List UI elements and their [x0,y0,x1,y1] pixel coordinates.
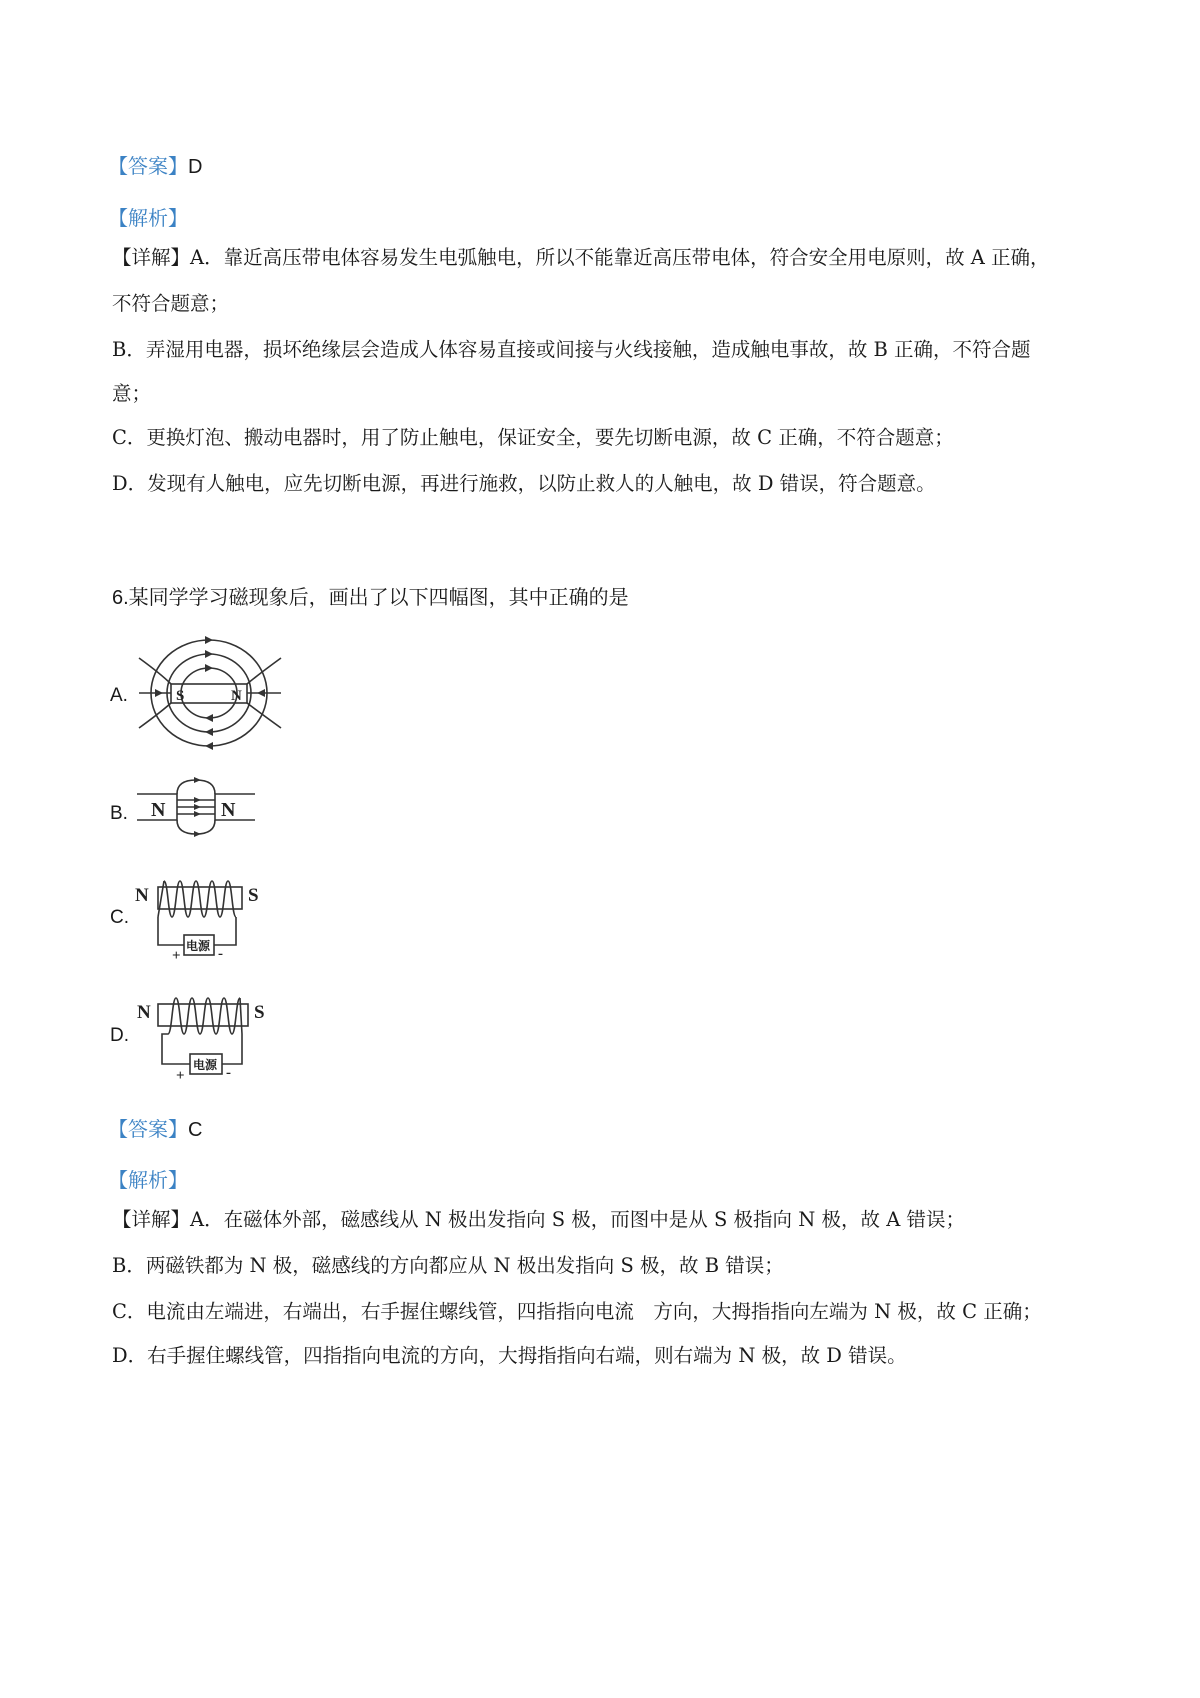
prev-answer-label: 【答案】 [108,156,188,178]
explanation-line: B．两磁铁都为 N 极，磁感线的方向都应从 N 极出发指向 S 极，故 B 错误； [112,1254,784,1277]
pole-label: N [137,1002,151,1023]
positive-terminal: + [172,948,181,963]
prev-answer-line [108,150,202,179]
pole-label: N [231,688,242,704]
prev-explanation-line: 【详解】A．靠近高压带电体容易发生电弧触电，所以不能靠近高压带电体，符合安全用电原则，故 A 正确， [112,246,1050,269]
prev-explanation-line: B．弄湿用电器，损坏绝缘层会造成人体容易直接或间接与火线接触，造成触电事故，故 B 正确，不符合题 [112,338,1031,361]
positive-terminal: + [176,1068,185,1082]
pole-label: N [221,799,236,821]
prev-answer-value: D [188,156,203,178]
explanation-line: 【详解】A．在磁体外部，磁感线从 N 极出发指向 S 极，而图中是从 S 极指向 N 极，故 A 错误； [112,1208,965,1231]
prev-analysis-label: 【解析】 [108,208,188,230]
explanation-line: C．电流由左端进，右端出，右手握住螺线管，四指指向电流 方向，大拇指指向左端为 N 极，故 C 正确； [112,1300,1042,1323]
negative-terminal: - [218,946,223,962]
option-c-figure [132,873,272,963]
prev-explanation-line: C．更换灯泡、搬动电器时，用了防止触电，保证安全，要先切断电源，故 C 正确，不符合题意； [112,426,954,449]
option-b-figure [135,776,260,838]
power-source-label: 电源 [193,1058,218,1072]
explanation-line: D．右手握住螺线管，四指指向电流的方向，大拇指指向右端，则右端为 N 极，故 D 错误。 [112,1344,907,1367]
pole-label: S [176,688,185,704]
answer-value: C [188,1119,203,1141]
pole-label: S [254,1002,265,1023]
option-b-label: B. [110,803,128,824]
prev-explanation-line: 意； [112,382,152,405]
negative-terminal: - [226,1065,231,1081]
option-a-label: A. [110,685,128,706]
prev-explanation-line: 不符合题意； [112,292,230,315]
question-stem: 6.某同学学习磁现象后，画出了以下四幅图，其中正确的是 [112,587,629,609]
option-c-label: C. [110,907,129,928]
prev-explanation-line: D．发现有人触电，应先切断电源，再进行施救，以防止救人的人触电，故 D 错误，符合题意。 [112,472,936,495]
pole-label: N [151,799,166,821]
answer-label: 【答案】 [108,1119,188,1141]
option-a-figure [135,636,285,754]
option-d-label: D. [110,1025,129,1046]
answer-line [108,1113,202,1142]
option-d-figure [132,990,272,1082]
power-source-label: 电源 [186,939,211,953]
pole-label: S [248,885,259,906]
analysis-label: 【解析】 [108,1170,188,1192]
pole-label: N [135,885,149,906]
